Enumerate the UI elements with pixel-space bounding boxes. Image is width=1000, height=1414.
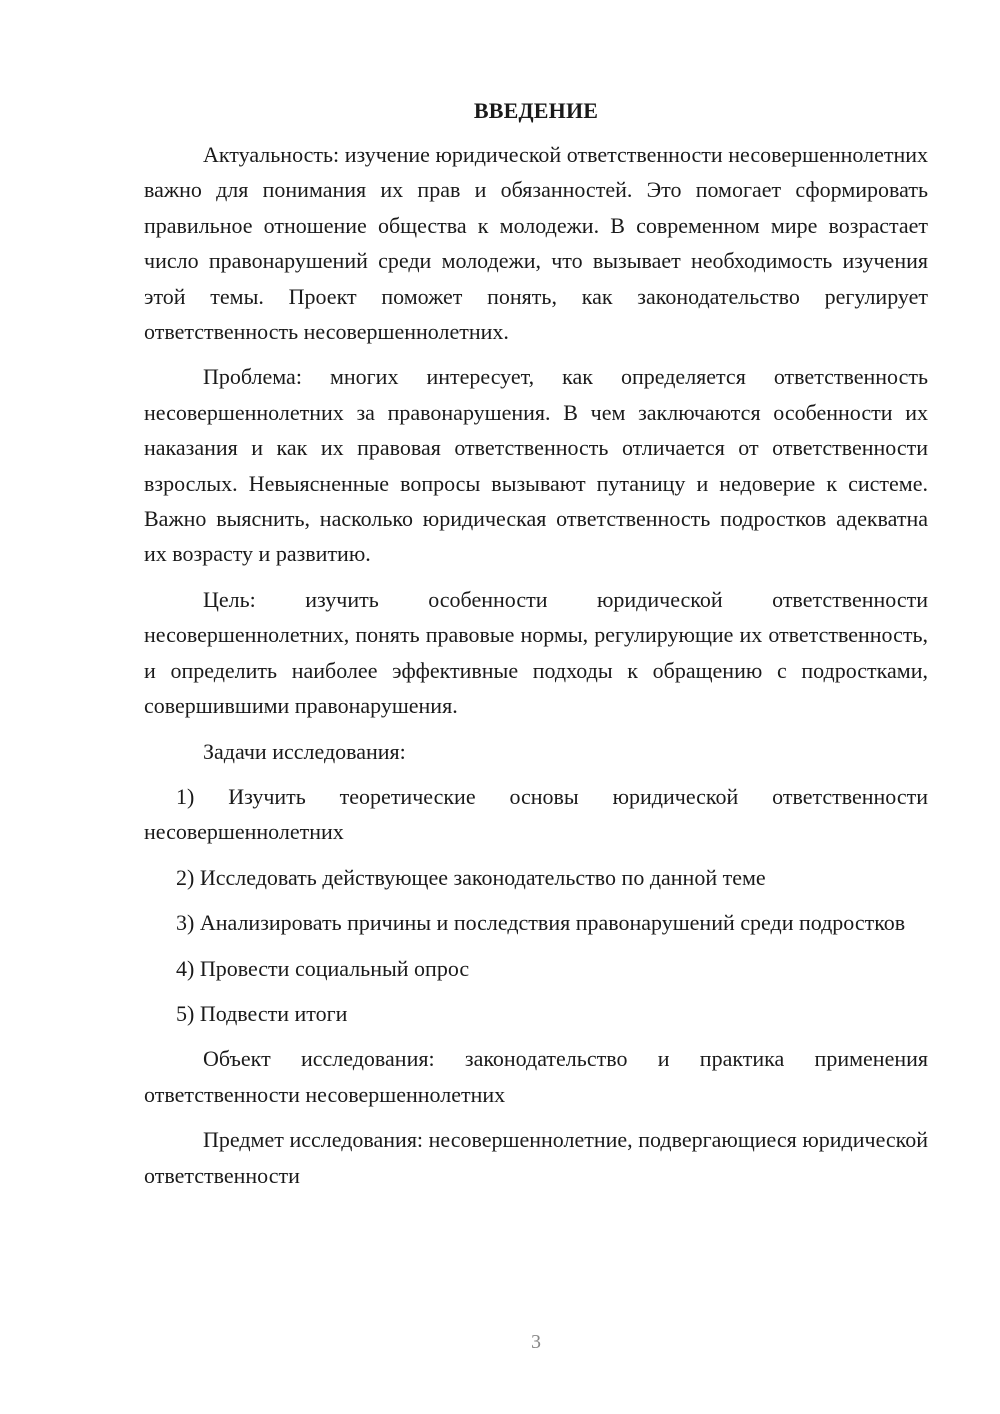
task-item-4: 4) Провести социальный опрос: [176, 955, 470, 981]
task-item-3: 3) Анализировать причины и последствия правонарушений среди подростков: [176, 910, 906, 936]
research-object: Объект исследования: законодательство и практика применения ответственности несовершеннолетних: [144, 1046, 928, 1107]
paragraph-goal: Цель: изучить особенности юридической ответственности несовершеннолетних, понять правовые нормы, регулирующие их ответственность, и определить наиболее эффективные подходы к обращению с подростками, совершившими правонарушения.: [144, 586, 928, 719]
tasks-heading: Задачи исследования:: [203, 738, 406, 764]
task-item-5: 5) Подвести итоги: [176, 1000, 348, 1026]
section-title: ВВЕДЕНИЕ: [473, 98, 599, 123]
page-number: 3: [531, 1331, 541, 1353]
research-subject: Предмет исследования: несовершеннолетние, подвергающиеся юридической ответственности: [144, 1127, 928, 1188]
document-body: [144, 97, 928, 1193]
task-item-1: 1) Изучить теоретические основы юридической ответственности несовершеннолетних: [144, 783, 928, 845]
paragraph-problem: Проблема: многих интересует, как определяется ответственность несовершеннолетних за правонарушения. В чем заключаются особенности их наказания и как их правовая ответственность отличается от ответственности взрослых. Невыясненные вопросы вызывают путаницу и недоверие к системе. Важно выяснить, насколько юридическая ответственность подростков адекватна их возрасту и развитию.: [144, 364, 928, 567]
task-item-2: 2) Исследовать действующее законодательство по данной теме: [176, 864, 766, 890]
paragraph-relevance: Актуальность: изучение юридической ответственности несовершеннолетних важно для понимания их прав и обязанностей. Это помогает сформировать правильное отношение общества к молодежи. В современном мире возрастает число правонарушений среди молодежи, что вызывает необходимость изучения этой темы. Проект поможет понять, как законодательство регулирует ответственность несовершеннолетних.: [144, 142, 928, 345]
